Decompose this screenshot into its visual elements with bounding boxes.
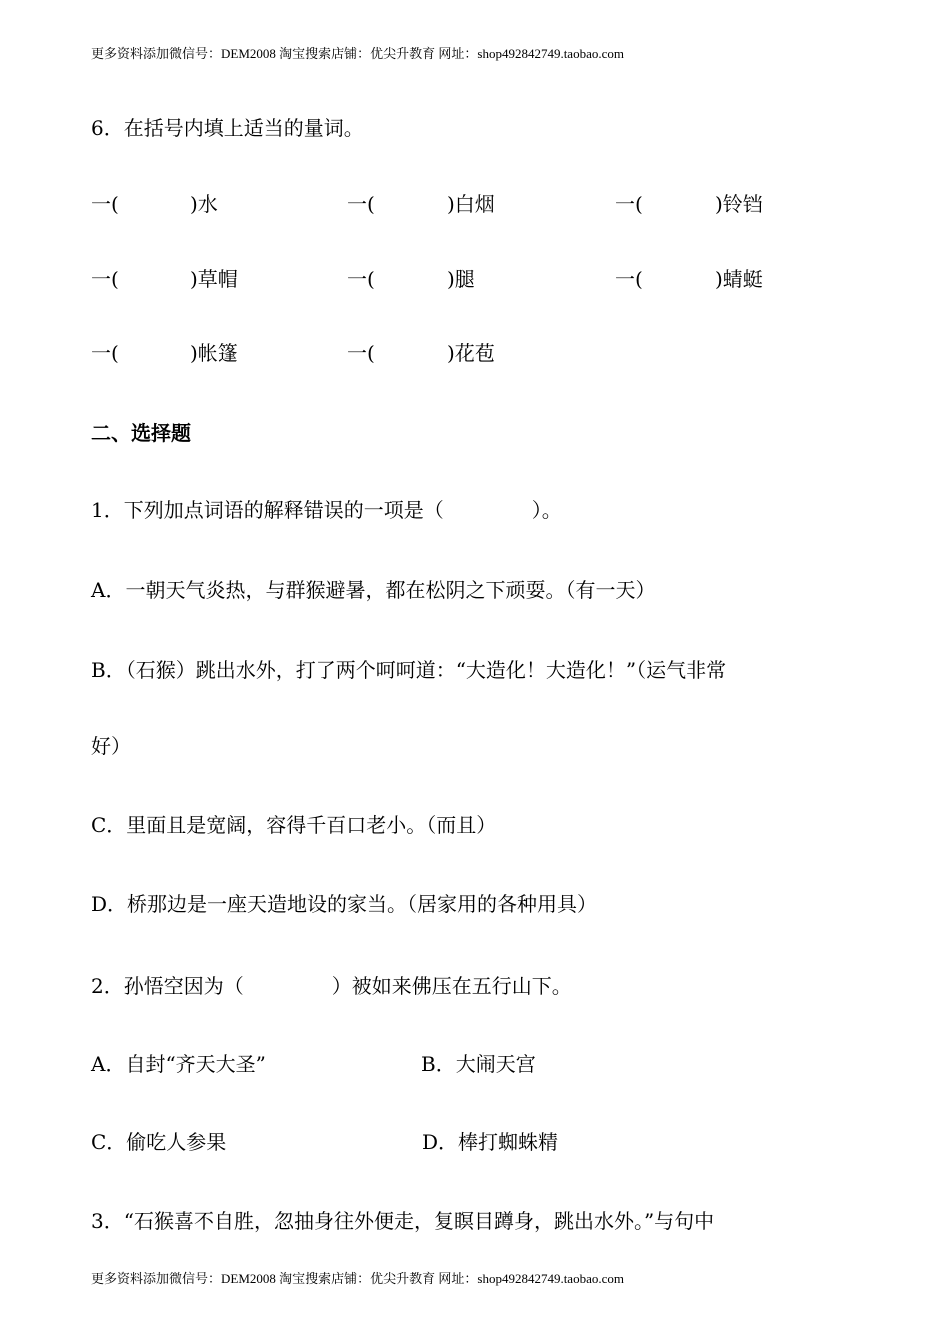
q1-option-d: D．桥那边是一座天造地设的家当。（居家用的各种用具）	[91, 892, 598, 916]
q6-r1-c3-open: 一(	[615, 192, 643, 216]
q1-option-b-cont: 好）	[91, 734, 131, 758]
q6-r2-c2-word: )腿	[447, 267, 475, 291]
q6-r1-c1-open: 一(	[91, 192, 119, 216]
q6-r2-c3-open: 一(	[615, 267, 643, 291]
section2-heading: 二、选择题	[91, 421, 191, 445]
q6-r3-c1-word: )帐篷	[190, 341, 238, 365]
q6-title: 6．在括号内填上适当的量词。	[91, 116, 364, 140]
q1-stem	[91, 497, 562, 523]
q3-stem: 3．“石猴喜不自胜，忽抽身往外便走，复瞑目蹲身，跳出水外。”与句中	[91, 1209, 715, 1233]
page-footer: 更多资料添加微信号：DEM2008 淘宝搜索店铺：优尖升教育 网址：shop492842749.taobao.com	[91, 1271, 624, 1286]
q2-stem	[91, 973, 572, 999]
q6-r1-c1-word: )水	[190, 192, 218, 216]
q2-stem-end: ）被如来佛压在五行山下。	[331, 974, 572, 998]
q6-r1-c2-open: 一(	[347, 192, 375, 216]
q6-r3-c2-word: )花苞	[447, 341, 495, 365]
q1-stem-end: ）。	[531, 498, 562, 522]
q6-r3-c1-open: 一(	[91, 341, 119, 365]
q6-r2-c2-open: 一(	[347, 267, 375, 291]
q2-option-b: B．大闹天宫	[421, 1052, 536, 1076]
q6-r2-c1-open: 一(	[91, 267, 119, 291]
q2-option-d: D．棒打蜘蛛精	[422, 1130, 559, 1154]
q1-option-c: C．里面且是宽阔，容得千百口老小。（而且）	[91, 813, 497, 837]
page-header: 更多资料添加微信号：DEM2008 淘宝搜索店铺：优尖升教育 网址：shop492842749.taobao.com	[91, 46, 624, 61]
q6-r1-c2-word: )白烟	[447, 192, 495, 216]
q6-r2-c1-word: )草帽	[190, 267, 238, 291]
q2-option-c: C．偷吃人参果	[91, 1130, 227, 1154]
q6-r2-c3-word: )蜻蜓	[715, 267, 763, 291]
q1-stem-start: 1．下列加点词语的解释错误的一项是（	[91, 498, 444, 522]
q6-r3-c2-open: 一(	[347, 341, 375, 365]
q2-option-a: A．自封“齐天大圣”	[91, 1052, 266, 1076]
q2-stem-start: 2．孙悟空因为（	[91, 974, 244, 998]
q1-option-a: A．一朝天气炎热，与群猴避暑，都在松阴之下顽耍。（有一天）	[91, 578, 656, 602]
q6-r1-c3-word: )铃铛	[715, 192, 763, 216]
q1-option-b: B．（石猴）跳出水外，打了两个呵呵道：“大造化！大造化！”（运气非常	[91, 658, 727, 682]
